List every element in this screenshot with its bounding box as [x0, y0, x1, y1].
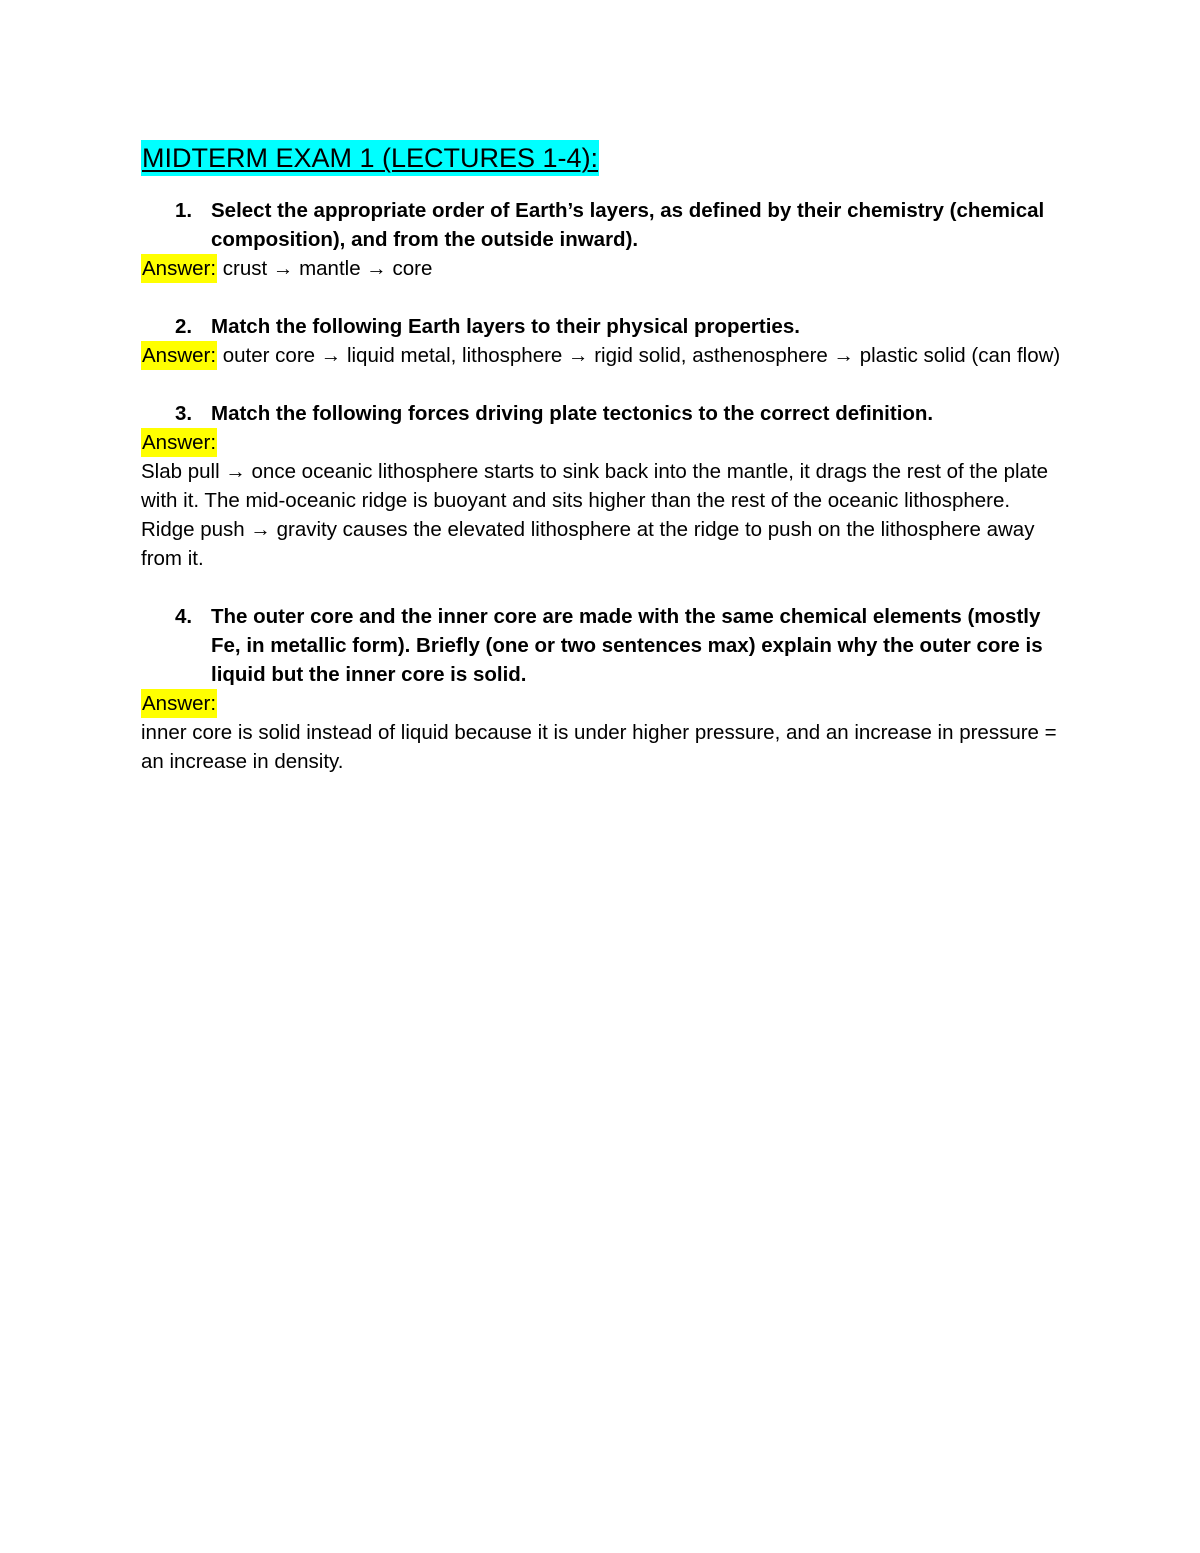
answer-text-2: outer core → liquid metal, lithosphere → rigid solid, asthenosphere → plastic solid (can flow): [217, 344, 1061, 367]
answer-text-1: crust → mantle → core: [217, 257, 433, 280]
answer-4-label-line: [141, 689, 1071, 718]
question-text-1: [141, 196, 1071, 254]
question-text-3: [141, 399, 1071, 428]
question-number-4: 4.: [175, 605, 193, 628]
question-block-1: [141, 196, 1071, 283]
answer-1: [141, 254, 1071, 283]
exam-title: MIDTERM EXAM 1 (LECTURES 1-4):: [141, 140, 599, 176]
answer-label-1: Answer:: [141, 254, 217, 283]
answer-label-3: Answer:: [141, 428, 217, 457]
answer-label-4: Answer:: [141, 689, 217, 718]
answer-3-ridge-push: Ridge push → gravity causes the elevated lithosphere at the ridge to push on the lithosphere away from it.: [141, 518, 1035, 570]
answer-4-text: inner core is solid instead of liquid because it is under higher pressure, and an increase in pressure = an increase in density.: [141, 721, 1057, 773]
question-text-4: [141, 602, 1071, 689]
answer-3-slab-pull: Slab pull → once oceanic lithosphere starts to sink back into the mantle, it drags the rest of the plate with it. The mid-oceanic ridge is buoyant and sits higher than the rest of the oceanic lithosphere.: [141, 460, 1049, 512]
question-number-1: 1.: [175, 199, 193, 222]
question-block-4: [141, 602, 1071, 776]
document-content: [141, 140, 1071, 805]
question-number-3: 3.: [175, 402, 193, 425]
question-text-2: [141, 312, 1071, 341]
answer-3-label-line: [141, 428, 1071, 457]
question-prompt-2: Match the following Earth layers to their physical properties.: [211, 315, 800, 338]
question-block-3: [141, 399, 1071, 573]
question-prompt-4: The outer core and the inner core are made with the same chemical elements (mostly Fe, in metallic form). Briefly (one or two sentences max) explain why the outer core is liquid but the inner core is solid.: [211, 605, 1043, 686]
question-block-2: [141, 312, 1071, 370]
question-prompt-3: Match the following forces driving plate tectonics to the correct definition.: [211, 402, 934, 425]
answer-label-2: Answer:: [141, 341, 217, 370]
question-number-2: 2.: [175, 315, 193, 338]
answer-2: [141, 341, 1071, 370]
question-prompt-1: Select the appropriate order of Earth’s layers, as defined by their chemistry (chemical composition), and from the outside inward).: [211, 199, 1045, 251]
